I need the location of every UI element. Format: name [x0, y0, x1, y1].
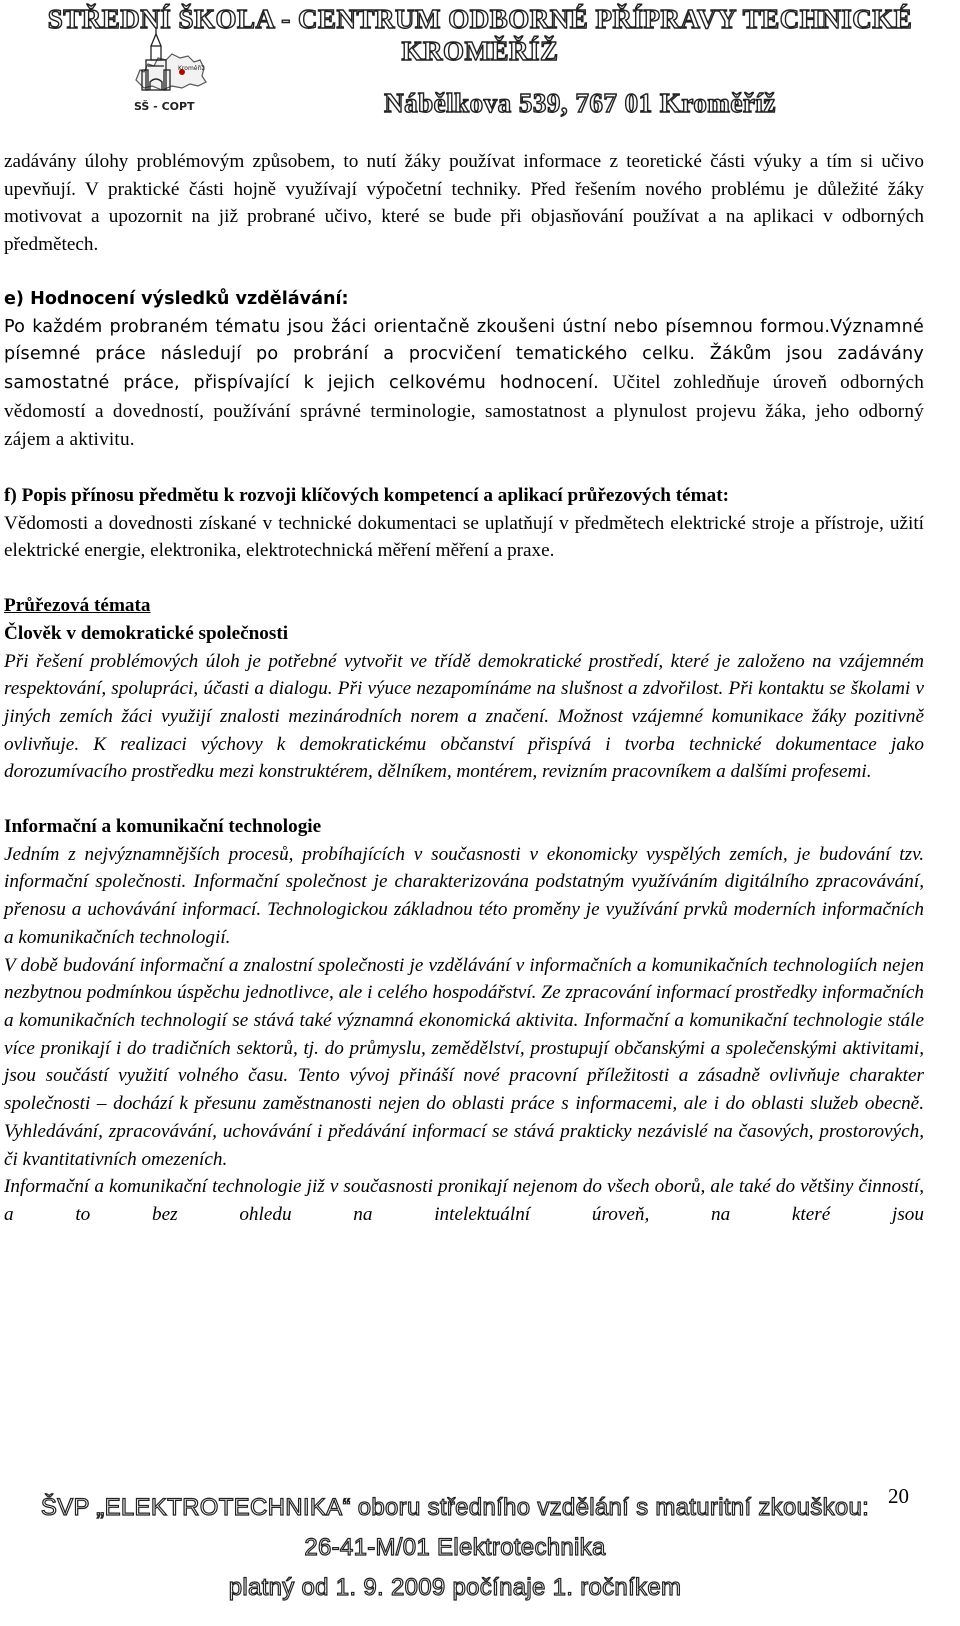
- ict-paragraph-1: Jedním z nejvýznamnějších procesů, probíhajících v současnosti v ekonomicky vyspělých zemích, je budování tzv. informační společnosti. Informační společnost je charakterizována podstatným využíváním digitálního zpracovávání, přenosu a uchovávání informací. Technologickou základnou této proměny je využívání prvků moderních informačních a komunikačních technologií.: [4, 843, 924, 948]
- section-e-paragraph: [4, 314, 924, 456]
- svg-text:Kroměříž: Kroměříž: [178, 65, 205, 72]
- school-name-line1: STŘEDNÍ ŠKOLA - CENTRUM ODBORNÉ PŘÍPRAVY TECHNICKÉ: [47, 4, 913, 34]
- democracy-heading: Člověk v demokratické společnosti: [4, 622, 289, 644]
- cross-topics-heading: Průřezová témata: [4, 595, 151, 617]
- section-e-text-2: Učitel zohledňuje úroveň odborných vědomostí a dovedností, používání správné terminologie, samostatnost a plynulost projevu žáka, jeho odborný zájem a aktivitu.: [4, 371, 924, 451]
- section-f-paragraph: Vědomosti a dovednosti získané v technické dokumentaci se uplatňují v předmětech elektrické stroje a přístroje, užití elektrické energie, elektronika, elektrotechnická měření měření a praxe.: [4, 512, 924, 562]
- footer-validity: platný od 1. 9. 2009 počínaje 1. ročníkem: [228, 1574, 682, 1601]
- ict-paragraph-3: Informační a komunikační technologie již v současnosti pronikají nejenom do všech oborů, ale také do většiny činností, a to bez ohledu na intelektuální úroveň, na které jsou: [4, 1176, 924, 1225]
- section-f-heading: f) Popis přínosu předmětu k rozvoji klíčových kompetencí a aplikací průřezových témat:: [4, 485, 729, 507]
- intro-paragraph: zadávány úlohy problémovým způsobem, to nutí žáky používat informace z teoretické části výuky a tím si učivo upevňují. V praktické části hojně využívají výpočetní techniky. Před řešením nového problému je důležité žáky motivovat a upozornit na již probrané učivo, které se bude při objasňování používat a na aplikaci v odborných předmětech.: [4, 151, 924, 256]
- footer-program-line: ŠVP „ELEKTROTECHNIKA“ oboru středního vzdělání s maturitní zkouškou:: [40, 1494, 870, 1521]
- document-body: [4, 148, 924, 1229]
- section-e-text: Po každém probraném tématu jsou žáci orientačně zkoušeni ústní nebo písemnou formou.Významné písemné práce následují po probrání a procvičení tematického celku. Žákům jsou zadávány samostatné práce, přispívající k jejich celkovému hodnocení.: [4, 316, 924, 393]
- ict-paragraph-2: V době budování informační a znalostní společnosti je vzdělávání v informačních a komunikačních technologiích nejen nezbytnou podmínkou úspěchu jednotlivce, ale i celého hospodářství. Ze zpracování informací prostředky informačních a komunikačních technologií se stává také významná ekonomická aktivita. Informační a komunikační technologie stále více pronikají i do tradičních sektorů, tj. do průmyslu, zemědělství, prostupují občanskými a společenskými aktivitami, jsou součástí využití volného času. Tento vývoj přináší nové pracovní příležitosti a zásadně ovlivňuje charakter společnosti – dochází k přesunu zaměstnanosti nejen do oblasti práce s informacemi, ale i do oblasti služeb obecně. Vyhledávání, zpracovávání, uchovávání i předávání informací se stává prakticky nezávislé na časových, prostorových, či kvantitativních omezeních.: [4, 954, 924, 1170]
- school-address: Nábělkova 539, 767 01 Kroměříž: [384, 88, 776, 118]
- school-name-line2: KROMĚŘÍŽ: [401, 36, 559, 66]
- ict-heading: Informační a komunikační technologie: [4, 816, 322, 838]
- page-header: [0, 0, 960, 135]
- svg-text:SŠ - COPT: SŠ - COPT: [134, 100, 195, 113]
- footer-field-code: 26-41-M/01 Elektrotechnika: [304, 1534, 606, 1561]
- page-footer: [0, 1454, 960, 1626]
- section-e-heading: e) Hodnocení výsledků vzdělávání:: [4, 288, 349, 309]
- democracy-paragraph: Při řešení problémových úloh je potřebné vytvořit ve třídě demokratické prostředí, které je založeno na vzájemném respektování, spolupráci, účasti a dialogu. Při výuce nezapomínáme na slušnost a zdvořilost. Při kontaktu se školami v jiných zemích žáci využijí znalosti mezinárodních norem a značení. Možnost vzájemné komunikace žáky pozitivně ovlivňuje. K realizaci výchovy k demokratickému občanství přispívá i tvorba technické dokumentace jako dorozumívacího prostředku mezi konstruktérem, dělníkem, montérem, revizním pracovníkem a dalšími profesemi.: [4, 650, 924, 783]
- page-number: 20: [888, 1484, 909, 1508]
